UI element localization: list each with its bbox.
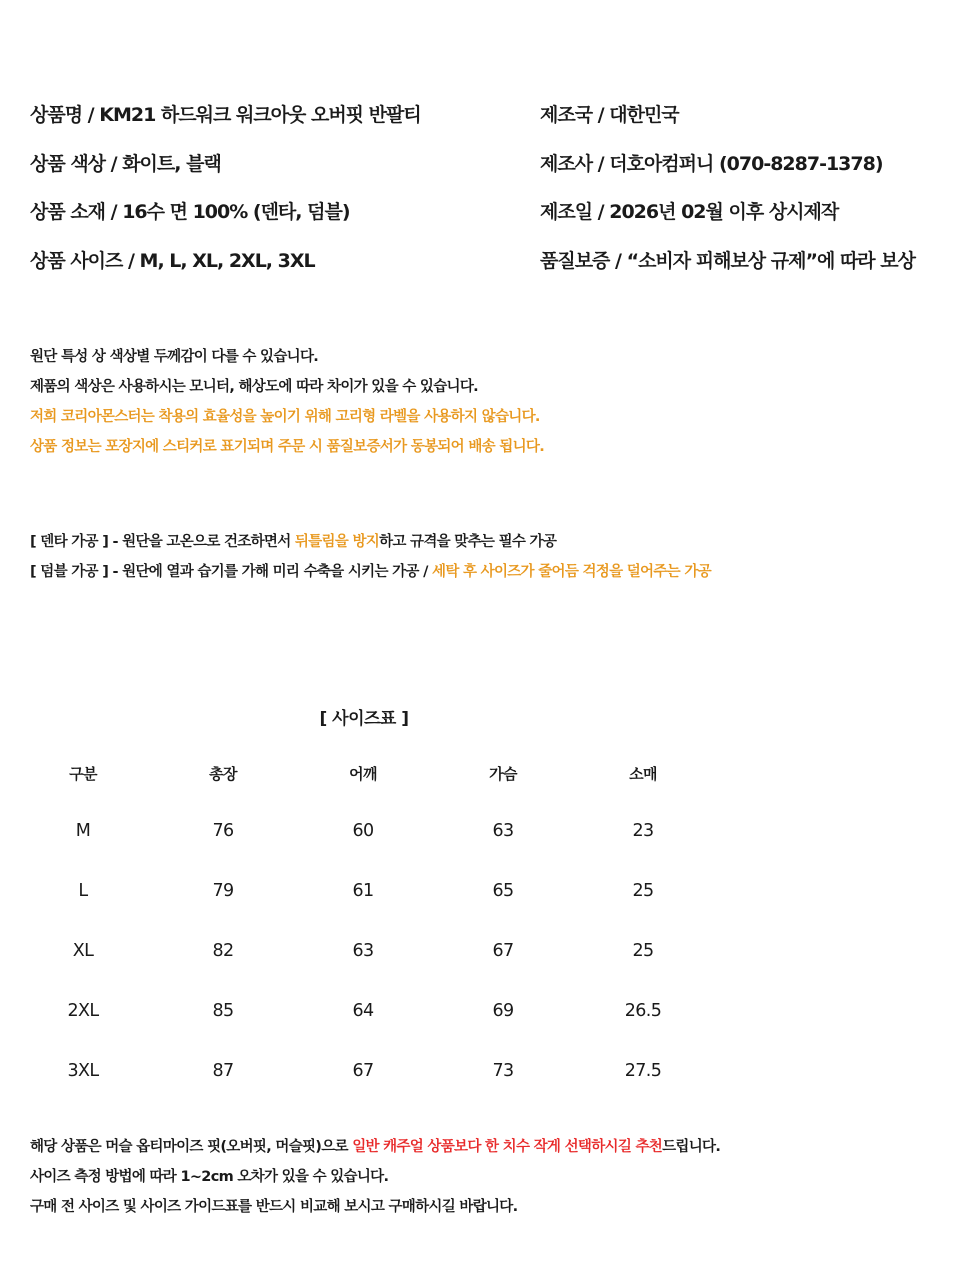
size-guide-notes [30,1133,720,1223]
manufacturer: 제조사 / 더호아컴퍼니 (070-8287-1378) [540,152,883,175]
size-cell: XL [72,941,94,961]
chest-cell: 63 [492,821,514,841]
product-name: 상품명 / KM21 하드워크 워크아웃 오버핏 반팔티 [30,104,421,126]
header-cell-chest: 가슴 [489,764,517,783]
product-sizes: 상품 사이즈 / M, L, XL, 2XL, 3XL [30,249,315,272]
tumble-process-highlight: 세탁 후 사이즈가 줄어듬 걱정을 덜어주는 가공 [432,564,711,580]
table-row [13,861,713,921]
sleeve-cell: 26.5 [624,1001,662,1021]
tumble-process [30,558,711,588]
product-material: 상품 소재 / 16수 면 100% (덴타, 덤블) [30,201,350,223]
product-info-left [30,98,510,292]
length-cell: 79 [212,881,234,901]
size-cell: M [75,821,91,841]
fit-recommendation-end: 드립니다. [662,1139,721,1155]
table-row [13,801,713,861]
header-cell-sleeve: 소매 [629,764,657,783]
denta-process-text-end: 하고 규격을 맞추는 필수 가공 [379,534,557,550]
fit-recommendation [30,1133,720,1163]
note-packaging: 상품 정보는 포장지에 스티커로 표기되며 주문 시 품질보증서가 동봉되어 배송 됩니다. [30,439,545,455]
sleeve-cell: 23 [632,821,654,841]
size-cell: 2XL [67,1001,99,1021]
table-row [13,921,713,981]
sleeve-cell: 25 [632,881,654,901]
chest-cell: 73 [492,1061,514,1081]
size-cell: 3XL [67,1061,99,1081]
size-chart-title: [ 사이즈표 ] [319,709,409,729]
fit-recommendation-highlight: 일반 캐주얼 상품보다 한 치수 작게 선택하시길 추천 [352,1139,663,1155]
compare-guide: 구매 전 사이즈 및 사이즈 가이드표를 반드시 비교해 보시고 구매하시길 바랍니다. [30,1199,518,1215]
sleeve-cell: 27.5 [624,1061,662,1081]
note-thickness: 원단 특성 상 색상별 두께감이 다를 수 있습니다. [30,349,319,365]
sleeve-cell: 25 [632,941,654,961]
size-cell: L [78,881,88,901]
shoulder-cell: 60 [352,821,374,841]
note-monitor-color: 제품의 색상은 사용하시는 모니터, 해상도에 따라 차이가 있을 수 있습니다. [30,379,478,395]
table-row [13,981,713,1041]
length-cell: 87 [212,1061,234,1081]
denta-process-text: [ 덴타 가공 ] - 원단을 고온으로 건조하면서 [30,534,295,550]
size-chart-table [13,745,713,1101]
length-cell: 85 [212,1001,234,1021]
header-cell-division: 구분 [69,764,97,783]
product-info-right [540,98,950,292]
country-of-origin: 제조국 / 대한민국 [540,104,679,126]
chest-cell: 65 [492,881,514,901]
denta-process [30,528,711,558]
denta-process-highlight: 뒤틀림을 방지 [294,534,380,550]
measurement-tolerance: 사이즈 측정 방법에 따라 1~2cm 오차가 있을 수 있습니다. [30,1169,389,1185]
table-row [13,1041,713,1101]
quality-guarantee: 품질보증 / “소비자 피해보상 규제”에 따라 보상 [540,249,915,272]
shoulder-cell: 61 [352,881,374,901]
note-label: 저희 코리아몬스터는 착용의 효율성을 높이기 위해 고리형 라벨을 사용하지 않습니다. [30,409,540,425]
product-notes [30,343,544,463]
fit-recommendation-text: 해당 상품은 머슬 옵티마이즈 핏(오버핏, 머슬핏)으로 [30,1139,353,1155]
chest-cell: 69 [492,1001,514,1021]
length-cell: 76 [212,821,234,841]
header-cell-shoulder: 어깨 [349,764,377,783]
shoulder-cell: 67 [352,1061,374,1081]
product-color: 상품 색상 / 화이트, 블랙 [30,152,221,175]
header-cell-length: 총장 [209,764,237,783]
manufacture-date: 제조일 / 2026년 02월 이후 상시제작 [540,201,839,223]
tumble-process-text: [ 덤블 가공 ] - 원단에 열과 습기를 가해 미리 수축을 시키는 가공 / [30,564,433,580]
length-cell: 82 [212,941,234,961]
shoulder-cell: 64 [352,1001,374,1021]
processing-info [30,528,711,588]
shoulder-cell: 63 [352,941,374,961]
chest-cell: 67 [492,941,514,961]
size-chart-header [13,745,713,801]
